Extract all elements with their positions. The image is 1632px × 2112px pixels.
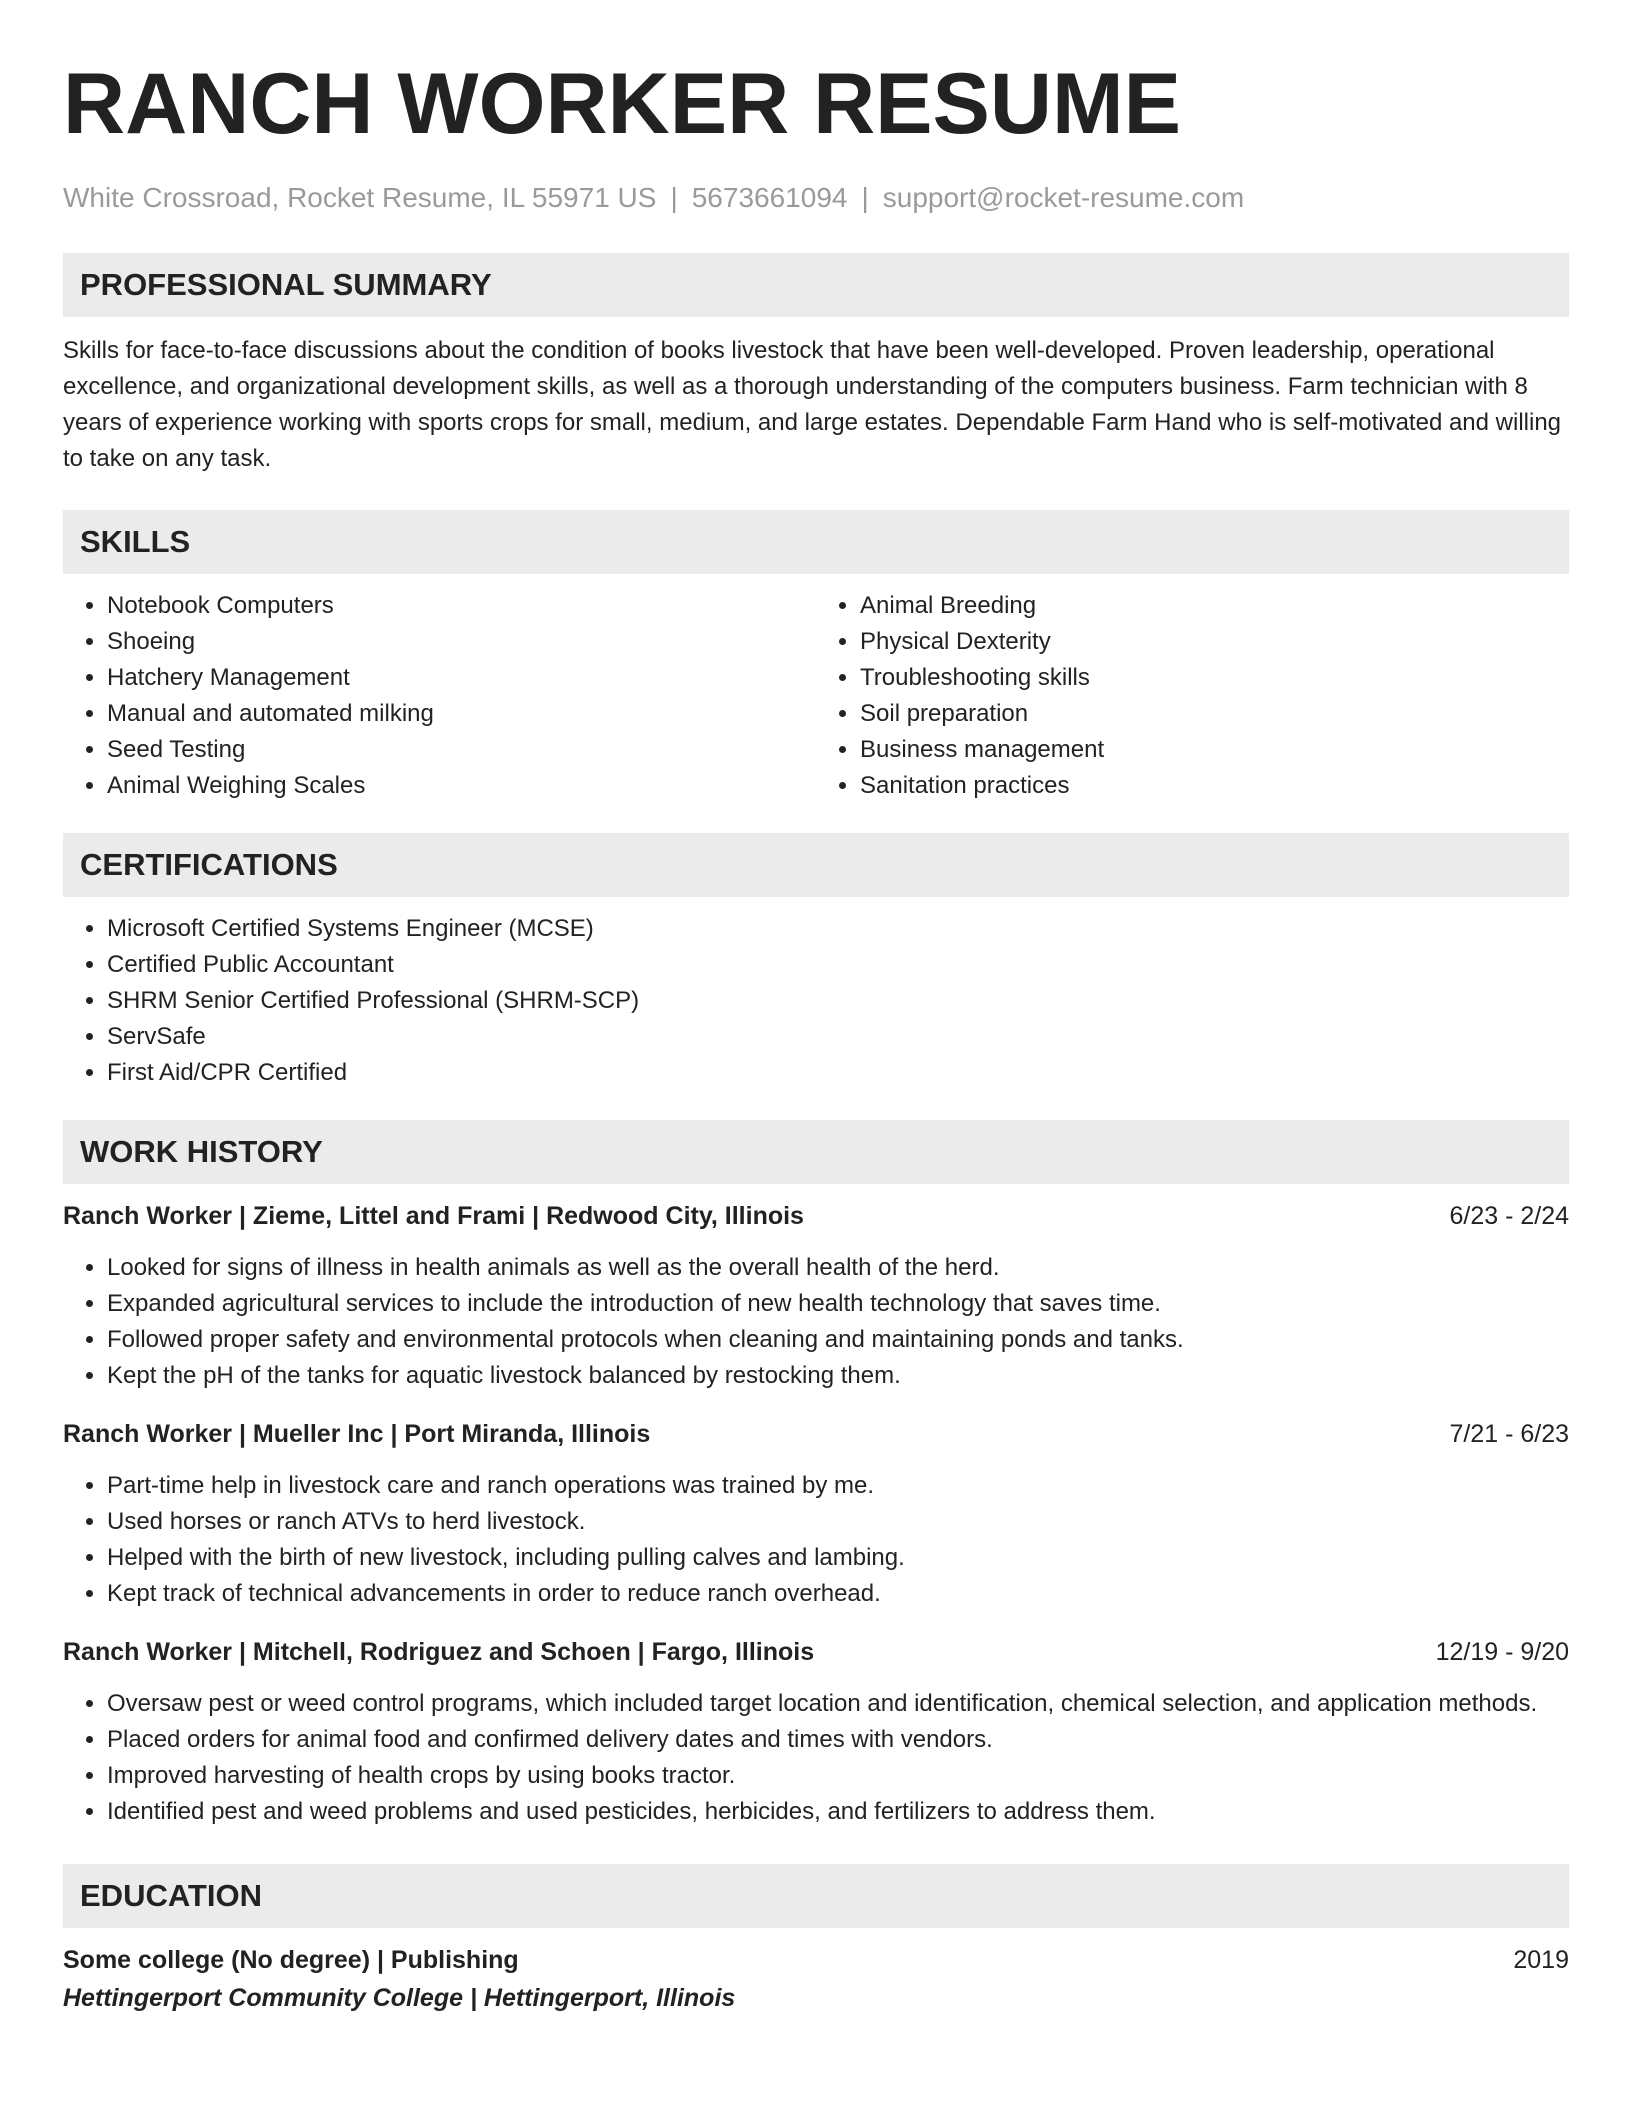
- job-bullet: • Used horses or ranch ATVs to herd livestock.: [107, 1504, 1569, 1540]
- education-year: 2019: [1513, 1946, 1569, 1974]
- certifications-list: [63, 911, 1569, 1091]
- certification-item: • ServSafe: [107, 1019, 1569, 1055]
- contact-separator: |: [670, 182, 678, 213]
- job-header: [63, 1198, 1569, 1234]
- certification-item: • Microsoft Certified Systems Engineer (MCSE): [107, 911, 1569, 947]
- job-entry: [63, 1198, 1569, 1394]
- job-bullet: • Expanded agricultural services to include the introduction of new health technology that saves time.: [107, 1286, 1569, 1322]
- section-header-education: EDUCATION: [63, 1864, 1569, 1928]
- job-bullets: [63, 1250, 1569, 1394]
- skills-list-right: [816, 588, 1569, 804]
- resume-title: RANCH WORKER RESUME: [63, 56, 1181, 152]
- skill-item: • Manual and automated milking: [107, 696, 816, 732]
- summary-text: Skills for face-to-face discussions about the condition of books livestock that have been well-developed. Proven leadership, operational excellence, and organizational development skills, as well as a thorough understanding of the computers business. Farm technician with 8 years of experience working with sports crops for small, medium, and large estates. Dependable Farm Hand who is self-motivated and willing to take on any task.: [63, 337, 1562, 472]
- section-header-skills: SKILLS: [63, 510, 1569, 574]
- certification-item: • First Aid/CPR Certified: [107, 1055, 1569, 1091]
- certification-item: • Certified Public Accountant: [107, 947, 1569, 983]
- section-header-summary: PROFESSIONAL SUMMARY: [63, 253, 1569, 317]
- section-header-certifications: CERTIFICATIONS: [63, 833, 1569, 897]
- job-title: Ranch Worker | Zieme, Littel and Frami | Redwood City, Illinois: [63, 1202, 804, 1230]
- skill-item: • Sanitation practices: [860, 768, 1569, 804]
- education-school: Hettingerport Community College | Hettingerport, Illinois: [63, 1984, 736, 2012]
- job-dates: 6/23 - 2/24: [1449, 1202, 1569, 1230]
- skills-columns: [63, 588, 1569, 804]
- skill-item: • Soil preparation: [860, 696, 1569, 732]
- education-degree: Some college (No degree) | Publishing: [63, 1946, 519, 1974]
- job-bullet: • Identified pest and weed problems and used pesticides, herbicides, and fertilizers to address them.: [107, 1794, 1569, 1830]
- skill-item: • Seed Testing: [107, 732, 816, 768]
- job-bullet: • Helped with the birth of new livestock, including pulling calves and lambing.: [107, 1540, 1569, 1576]
- job-bullet: • Kept track of technical advancements in order to reduce ranch overhead.: [107, 1576, 1569, 1612]
- contact-separator: |: [861, 182, 869, 213]
- job-bullet: • Placed orders for animal food and confirmed delivery dates and times with vendors.: [107, 1722, 1569, 1758]
- education-entry: [63, 1942, 1569, 2016]
- job-title: Ranch Worker | Mitchell, Rodriguez and Schoen | Fargo, Illinois: [63, 1638, 815, 1666]
- skill-item: • Animal Breeding: [860, 588, 1569, 624]
- contact-line: [63, 180, 1569, 216]
- job-header: [63, 1634, 1569, 1670]
- skill-item: • Physical Dexterity: [860, 624, 1569, 660]
- skill-item: • Hatchery Management: [107, 660, 816, 696]
- job-dates: 12/19 - 9/20: [1435, 1638, 1569, 1666]
- job-bullet: • Improved harvesting of health crops by using books tractor.: [107, 1758, 1569, 1794]
- skill-item: • Animal Weighing Scales: [107, 768, 816, 804]
- section-header-work-history: WORK HISTORY: [63, 1120, 1569, 1184]
- skill-item: • Business management: [860, 732, 1569, 768]
- job-entry: [63, 1634, 1569, 1830]
- job-header: [63, 1416, 1569, 1452]
- job-bullets: [63, 1686, 1569, 1830]
- education-header: [63, 1942, 1569, 1978]
- skill-item: • Notebook Computers: [107, 588, 816, 624]
- certification-item: • SHRM Senior Certified Professional (SHRM-SCP): [107, 983, 1569, 1019]
- contact-address: White Crossroad, Rocket Resume, IL 55971 US: [63, 182, 657, 213]
- job-bullet: • Followed proper safety and environmental protocols when cleaning and maintaining ponds and tanks.: [107, 1322, 1569, 1358]
- job-dates: 7/21 - 6/23: [1449, 1420, 1569, 1448]
- job-bullet: • Kept the pH of the tanks for aquatic livestock balanced by restocking them.: [107, 1358, 1569, 1394]
- skill-item: • Troubleshooting skills: [860, 660, 1569, 696]
- contact-phone: 5673661094: [691, 182, 848, 213]
- contact-email: support@rocket-resume.com: [882, 182, 1245, 213]
- job-bullet: • Part-time help in livestock care and ranch operations was trained by me.: [107, 1468, 1569, 1504]
- job-title: Ranch Worker | Mueller Inc | Port Miranda, Illinois: [63, 1420, 651, 1448]
- skills-list-left: [63, 588, 816, 804]
- job-bullets: [63, 1468, 1569, 1612]
- job-bullet: • Oversaw pest or weed control programs, which included target location and identification, chemical selection, and application methods.: [107, 1686, 1569, 1722]
- job-entry: [63, 1416, 1569, 1612]
- job-bullet: • Looked for signs of illness in health animals as well as the overall health of the herd.: [107, 1250, 1569, 1286]
- skill-item: • Shoeing: [107, 624, 816, 660]
